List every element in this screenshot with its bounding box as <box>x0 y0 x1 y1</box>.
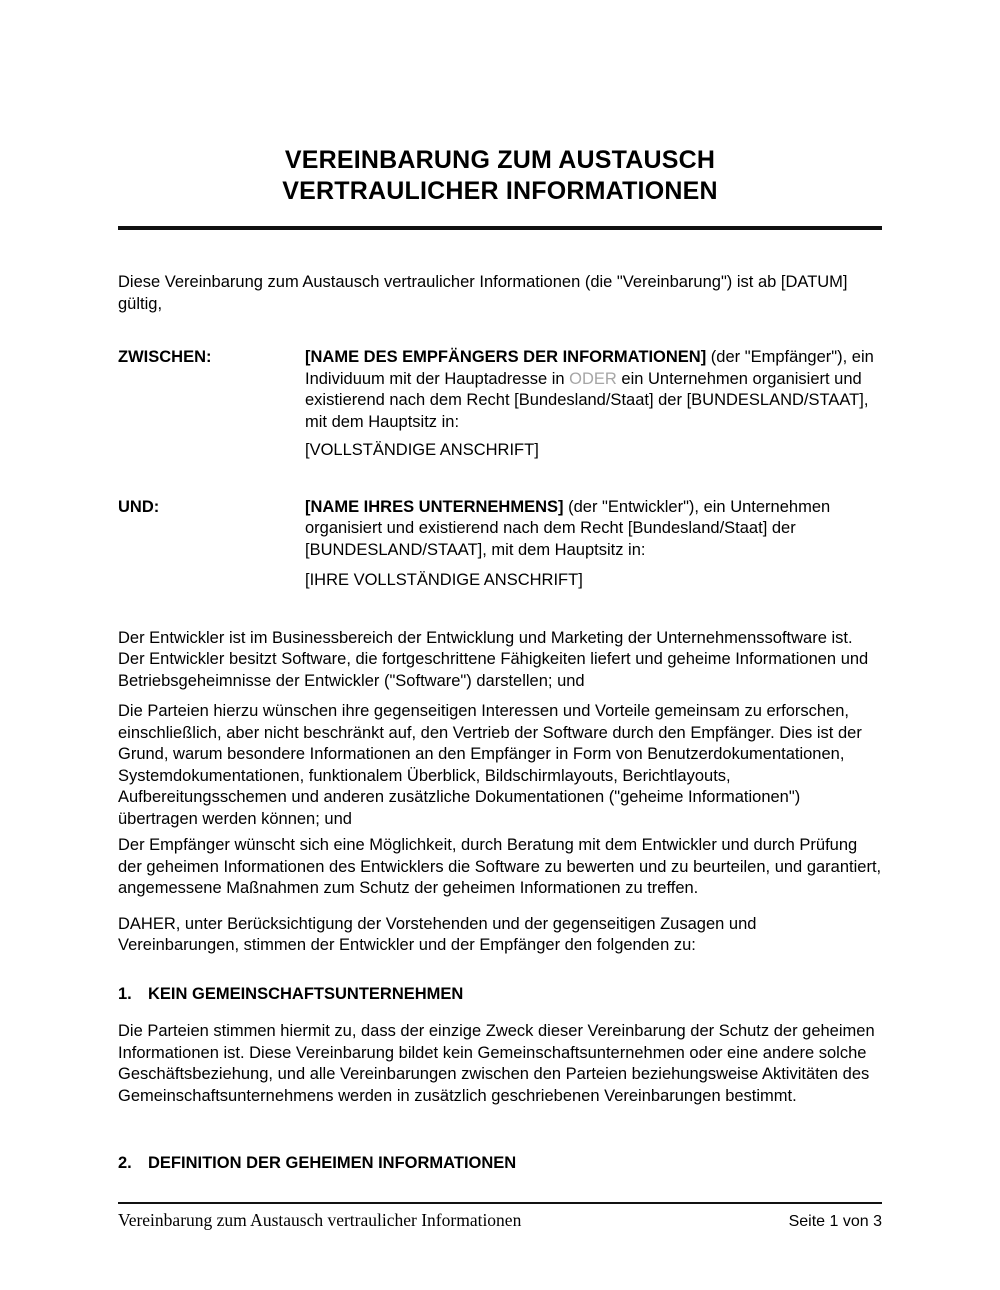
footer-page-number: Seite 1 von 3 <box>788 1213 882 1230</box>
recital-recipient-wish: Der Empfänger wünscht sich eine Möglichkeit, durch Beratung mit dem Entwickler und durch Prüfung der geheimen Informationen des Entwicklers die Software zu bewerten und zu beurteilen, und garantiert, angemessene Maßnahmen zum Schutz der geheimen Informationen zu treffen. <box>118 836 882 897</box>
section-1-title: KEIN GEMEINSCHAFTSUNTERNEHMEN <box>148 984 464 1003</box>
recipient-address-placeholder: [VOLLSTÄNDIGE ANSCHRIFT] <box>305 441 539 459</box>
intro-paragraph: Diese Vereinbarung zum Austausch vertraulicher Informationen (die "Vereinbarung") ist ab [DATUM] gültig, <box>118 273 848 313</box>
section-2-heading <box>118 1153 882 1175</box>
document-title-line2: VERTRAULICHER INFORMATIONEN <box>282 177 718 205</box>
developer-name-placeholder: [NAME IHRES UNTERNEHMENS] <box>305 497 564 516</box>
section-1-body: Die Parteien stimmen hiermit zu, dass der einzige Zweck dieser Vereinbarung der Schutz der geheimen Informationen ist. Diese Vereinbarung bildet kein Gemeinschaftsunternehmen oder eine andere solche Geschäftsbeziehung, und alle Vereinbarungen zwischen den Parteien beziehungsweise Aktivitäten des Gemeinschaftsunternehmens werden in zusätzlich geschriebenen Vereinbarungen bestimmt. <box>118 1022 875 1105</box>
recital-daher: DAHER, unter Berücksichtigung der Vorstehenden und der gegenseitigen Zusagen und Vereinbarungen, stimmen der Entwickler und der Empfänger den folgenden zu: <box>118 914 757 954</box>
developer-description <box>305 497 882 562</box>
recital-mutual-interests: Die Parteien hierzu wünschen ihre gegenseitigen Interessen und Vorteile gemeinsam zu erforschen, einschließlich, aber nicht beschränkt auf, den Vertrieb der Software durch den Empfänger. Dies ist der Grund, warum besondere Informationen an den Empfänger in Form von Benutzerdokumentationen, Systemdokumentationen, funktionalem Überblick, Bildschirmlayouts, Berichtlayouts, Aufbereitungsschemen und anderen zusätzliche Dokumentationen ("geheime Informationen") übertragen werden können; und <box>118 702 862 828</box>
footer-divider-rule <box>118 1202 882 1204</box>
between-label: ZWISCHEN: <box>118 348 212 366</box>
between-row <box>118 347 882 462</box>
section-1-number: 1. <box>118 984 132 1003</box>
section-1-heading <box>118 984 882 1006</box>
developer-description-rest: (der "Entwickler"), ein Unternehmen organisiert und existierend nach dem Recht [Bundesland/Staat] der [BUNDESLAND/STAAT], mit dem Hauptsitz in: <box>305 497 831 559</box>
document-title-line1: VEREINBARUNG ZUM AUSTAUSCH <box>284 146 716 174</box>
recipient-description-part1: (der "Empfänger"), ein Individuum mit der Hauptadresse in <box>305 348 874 388</box>
recipient-block <box>305 347 882 462</box>
recipient-description-part2: ein Unternehmen organisiert und existierend nach dem Recht [Bundesland/Staat] der [BUNDESLAND/STAAT], mit dem Hauptsitz in: <box>305 369 869 431</box>
page-footer <box>118 1202 882 1233</box>
title-divider-rule <box>118 226 882 230</box>
and-row <box>118 497 882 592</box>
developer-address-placeholder: [IHRE VOLLSTÄNDIGE ANSCHRIFT] <box>305 571 583 589</box>
recital-developer-business: Der Entwickler ist im Businessbereich der Entwicklung und Marketing der Unternehmenssoftware ist. Der Entwickler besitzt Software, die fortgeschrittene Fähigkeiten liefert und geheime Informationen und Betriebsgeheimnisse der Entwickler ("Software") darstellen; und <box>118 628 869 690</box>
developer-block <box>305 497 882 592</box>
footer-row <box>118 1210 882 1233</box>
recipient-description <box>305 347 882 433</box>
section-2-number: 2. <box>118 1154 132 1172</box>
document-title <box>118 145 882 207</box>
and-label: UND: <box>118 497 160 516</box>
footer-document-title: Vereinbarung zum Austausch vertraulicher Informationen <box>118 1210 522 1230</box>
or-keyword: ODER <box>569 369 617 388</box>
section-2-title: DEFINITION DER GEHEIMEN INFORMATIONEN <box>148 1154 517 1172</box>
recipient-name-placeholder: [NAME DES EMPFÄNGERS DER INFORMATIONEN] <box>305 348 707 366</box>
